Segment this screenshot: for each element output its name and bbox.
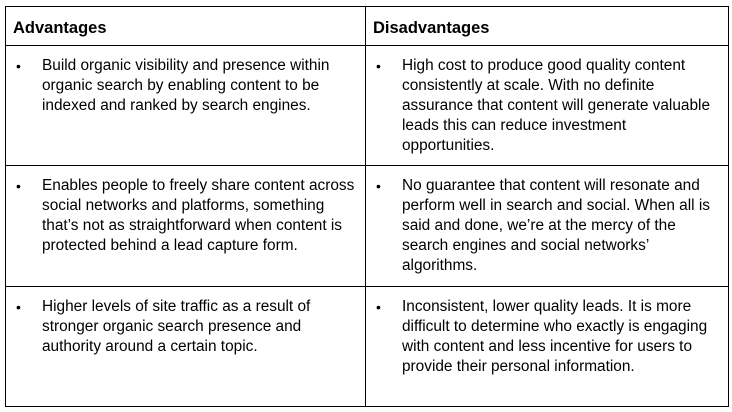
bullet-icon: • [376, 178, 381, 194]
bullet-icon: • [376, 58, 381, 74]
disadvantage-cell [366, 166, 729, 287]
table-row [6, 46, 729, 166]
table-row [6, 287, 729, 407]
list-item [366, 297, 722, 377]
advantage-text: Enables people to freely share content across social networks and platforms, something that’s not as straightforward when content is protected behind a lead capture form. [42, 177, 355, 254]
bullet-icon: • [16, 58, 21, 74]
advantage-text: Build organic visibility and presence within organic search by enabling content to be indexed and ranked by search engines. [42, 57, 330, 114]
header-disadvantages: Disadvantages [366, 7, 729, 46]
header-row [6, 7, 729, 46]
bullet-icon: • [376, 299, 381, 315]
advantages-disadvantages-table [5, 6, 729, 407]
list-item [366, 176, 722, 276]
list-item [6, 56, 359, 116]
advantage-text: Higher levels of site traffic as a result of stronger organic search presence and authority around a certain topic. [42, 298, 311, 355]
disadvantage-text: High cost to produce good quality content consistently at scale. With no definite assurance that content will generate valuable leads this can reduce investment opportunities. [402, 57, 711, 154]
disadvantage-text: No guarantee that content will resonate and perform well in search and social. When all is said and done, we’re at the mercy of the search engines and social networks’ algorithms. [402, 177, 710, 274]
disadvantage-cell [366, 46, 729, 166]
table-row [6, 166, 729, 287]
disadvantage-text: Inconsistent, lower quality leads. It is more difficult to determine who exactly is engaging with content and less incentive for users to provide their personal information. [402, 298, 708, 375]
disadvantage-cell [366, 287, 729, 407]
list-item [6, 176, 359, 256]
advantage-cell [6, 166, 366, 287]
advantage-cell [6, 287, 366, 407]
advantage-cell [6, 46, 366, 166]
bullet-icon: • [16, 299, 21, 315]
header-advantages: Advantages [6, 7, 366, 46]
list-item [6, 297, 359, 357]
list-item [366, 56, 722, 156]
bullet-icon: • [16, 178, 21, 194]
